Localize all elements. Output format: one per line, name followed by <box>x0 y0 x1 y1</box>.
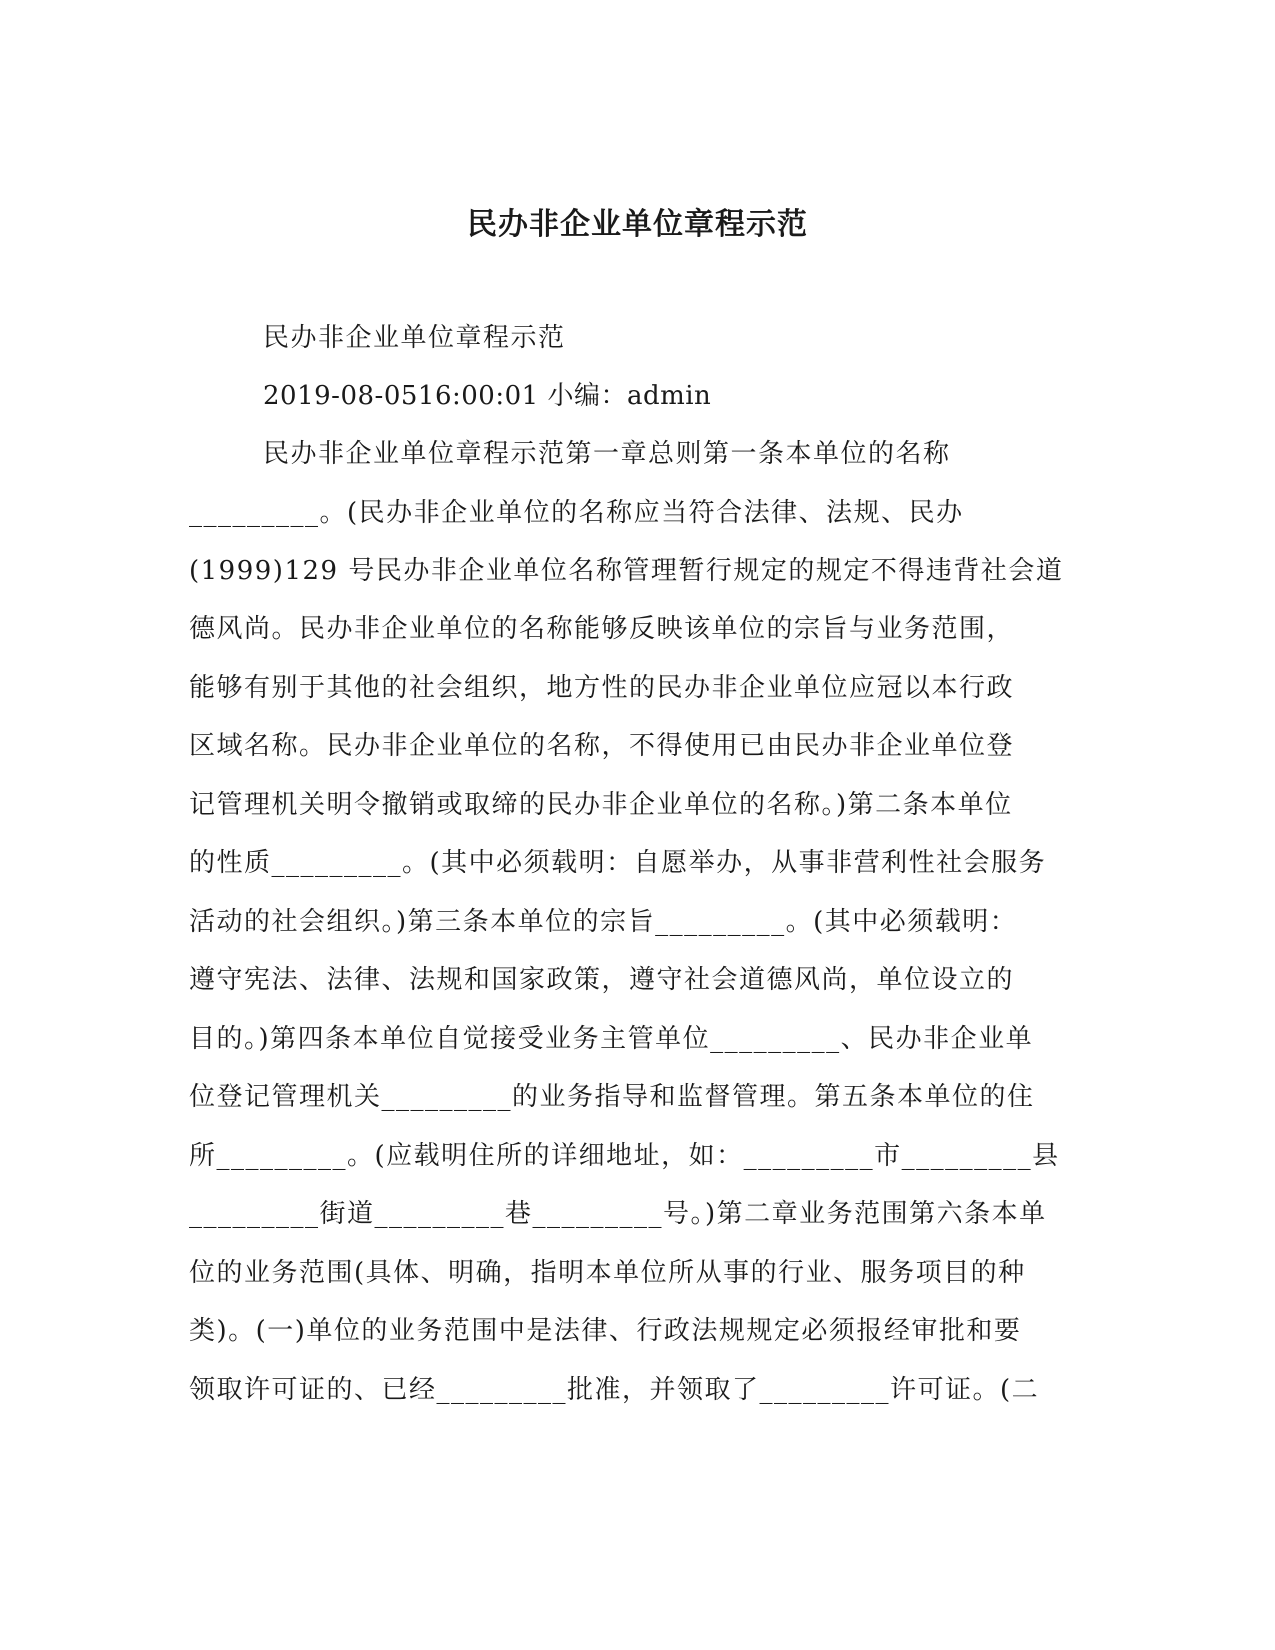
subtitle-line: 民办非企业单位章程示范 <box>263 323 566 353</box>
body-line: _________街道_________巷_________号。)第二章业务范围第六条本单 <box>189 1199 1047 1229</box>
body-line: 活动的社会组织。)第三条本单位的宗旨_________。(其中必须载明： <box>189 907 1018 937</box>
body-line: 区域名称。民办非企业单位的名称，不得使用已由民办非企业单位登 <box>189 731 1015 761</box>
body-line: 类)。(一)单位的业务范围中是法律、行政法规规定必须报经审批和要 <box>189 1316 1022 1346</box>
meta-line: 2019-08-0516:00:01 小编：admin <box>263 381 712 411</box>
body-line: 遵守宪法、法律、法规和国家政策，遵守社会道德风尚，单位设立的 <box>189 965 1015 995</box>
body-line: _________。(民办非企业单位的名称应当符合法律、法规、民办 <box>189 498 964 528</box>
body-line: 的性质_________。(其中必须载明：自愿举办，从事非营利性社会服务 <box>189 848 1047 878</box>
body-line: 记管理机关明令撤销或取缔的民办非企业单位的名称。)第二条本单位 <box>189 790 1013 820</box>
body-line: 民办非企业单位章程示范第一章总则第一条本单位的名称 <box>263 439 951 469</box>
body-line: 领取许可证的、已经_________批准，并领取了_________许可证。(二 <box>189 1375 1040 1405</box>
body-line: 能够有别于其他的社会组织，地方性的民办非企业单位应冠以本行政 <box>189 673 1015 703</box>
document-title: 民办非企业单位章程示范 <box>467 207 808 242</box>
body-line: 位的业务范围(具体、明确，指明本单位所从事的行业、服务项目的种 <box>189 1258 1026 1288</box>
body-line: 目的。)第四条本单位自觉接受业务主管单位_________、民办非企业单 <box>189 1024 1034 1054</box>
body-line: 位登记管理机关_________的业务指导和监督管理。第五条本单位的住 <box>189 1082 1035 1112</box>
body-line: 德风尚。民办非企业单位的名称能够反映该单位的宗旨与业务范围， <box>189 614 1015 644</box>
body-line: (1999)129 号民办非企业单位名称管理暂行规定的规定不得违背社会道 <box>189 556 1064 586</box>
body-line: 所_________。(应载明住所的详细地址，如：_________市_________县 <box>189 1141 1060 1171</box>
